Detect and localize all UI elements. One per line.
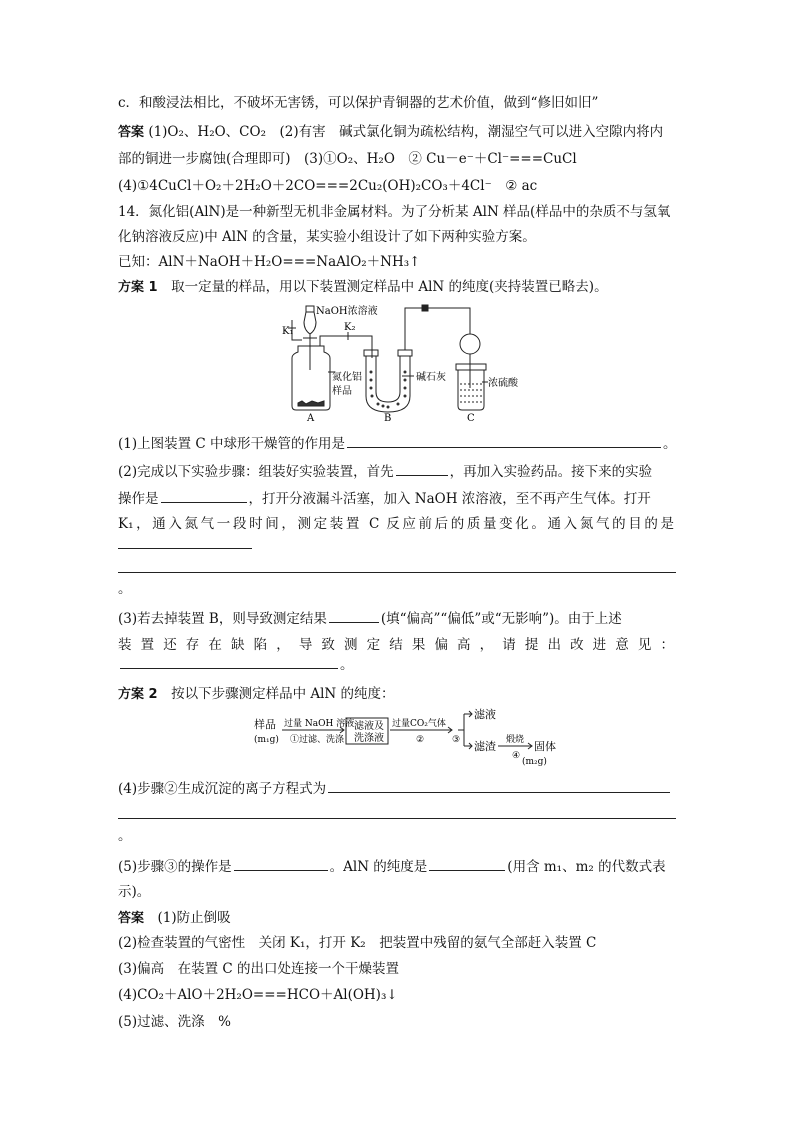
flow-step1-top: 过量 NaOH 溶液 [284,719,355,729]
flow-chart [250,708,556,770]
answer-14-5: (5)过滤、洗涤 % [118,1014,231,1030]
flow-solid: 固体 [534,740,556,753]
question-14-intro: 14．氮化铝(AlN)是一种新型无机非金属材料。为了分析某 AlN 样品(样品中的杂质不与氢氧 [118,204,671,220]
flow-step4: ④ [512,751,521,761]
label-a: A [307,413,315,424]
question-2-text-c: 操作是 [118,491,159,507]
answer-14-label: 答案 [118,911,145,926]
answer-blank-2b[interactable] [161,488,247,503]
question-5-text-c: (用含 m₁、m₂ 的代数式表 [507,859,666,875]
question-2-b [118,488,651,509]
plan-2-label: 方案 2 [118,687,158,702]
label-k2: K₂ [344,322,356,333]
answer-14-4: (4)CO₂＋AlO＋2H₂O===HCO＋Al(OH)₃↓ [118,987,398,1003]
separatory-funnel [304,312,316,370]
flow-m2: (m₂g) [522,757,547,767]
answer-blank-5a[interactable] [234,856,328,871]
plan-1-text: 取一定量的样品，用以下装置测定样品中 AlN 的纯度(夹持装置已略去)。 [157,279,608,295]
flow-burn: 煅烧 [506,735,525,745]
flow-sample: 样品 [254,718,276,731]
apparatus-diagram [272,300,532,422]
option-c: c．和酸浸法相比，不破坏无害锈，可以保护青铜器的艺术价值，做到“修旧如旧” [118,95,599,111]
label-naoh: NaOH浓溶液 [316,306,378,317]
answer-14 [118,908,231,929]
question-5-text-b: 。AlN 的纯度是 [329,859,428,875]
plan-1-label: 方案 1 [118,280,158,295]
label-sample-2: 样品 [332,386,352,397]
question-2-text-b: ，再加入实验药品。接下来的实验 [449,464,653,480]
question-1-text: (1)上图装置 C 中球形干燥管的作用是 [118,436,346,452]
answer-blank-3b[interactable] [120,654,338,669]
flow-residue: 滤渣 [474,740,496,753]
flow-m1: (m₁g) [254,735,279,745]
plan-2 [118,684,395,705]
answer-13 [118,122,663,143]
question-3-text-b: (填“偏高”“偏低”或“无影响”)。由于上述 [380,611,622,627]
label-soda-lime: 碱石灰 [416,372,446,383]
answer-14-1: (1)防止倒吸 [144,910,231,926]
answer-14-2: (2)检查装置的气密性 关闭 K₁，打开 K₂ 把装置中残留的氨气全部赶入装置 C [118,935,597,951]
label-b: B [384,413,392,424]
question-3-c [118,654,354,675]
answer-label: 答案 [118,125,145,140]
label-sample-1: 氮化铝 [332,372,362,383]
known-equation: 已知：AlN＋NaOH＋H₂O===NaAlO₂＋NH₃↑ [118,254,421,270]
plan-2-text: 按以下步骤测定样品中 AlN 的纯度： [157,686,395,702]
flow-box-line1: 滤液及 [354,721,384,732]
answer-text: (1)O₂、H₂O、CO₂ (2)有害 碱式氯化铜为疏松结构，潮湿空气可以进入空隙内将内 [148,124,664,140]
period-4: 。 [118,828,132,844]
flow-step2-top: 过量CO₂气体 [392,719,446,729]
question-1 [118,433,677,454]
plan-1 [118,277,608,298]
question-3-b: 装置还存在缺陷，导致测定结果偏高，请提出改进意见： [118,637,674,653]
question-4-text: (4)步骤②生成沉淀的离子方程式为 [118,781,327,797]
label-c: C [467,413,475,424]
drying-bulb [460,334,480,354]
answer-14-3: (3)偏高 在装置 C 的出口处连接一个干燥装置 [118,961,400,977]
period-2: 。 [118,581,132,597]
flow-step2-bot: ② [416,735,425,745]
answer-line-2c[interactable] [118,548,252,549]
flow-step3: ③ [452,735,461,745]
flow-box-line2: 洗涤液 [354,733,384,744]
question-1-end: 。 [663,436,677,452]
answer-blank-5b[interactable] [429,856,505,871]
flow-filtrate: 滤液 [474,708,496,721]
question-3-end: 。 [340,657,354,673]
question-4 [118,778,672,799]
answer-13-cont: 部的铜进一步腐蚀(合理即可) (3)①O₂、H₂O ② Cu－e⁻＋Cl⁻===CuCl [118,151,577,167]
answer-blank-1[interactable] [347,433,661,448]
question-14-intro-cont: 化钠溶液反应)中 AlN 的含量，某实验小组设计了如下两种实验方案。 [118,229,536,245]
answer-line-4b[interactable] [118,818,676,819]
answer-blank-3a[interactable] [329,608,379,623]
flow-step1-bot: ①过滤、洗涤 [290,735,345,745]
question-3-a [118,608,622,629]
question-2-a [118,461,652,482]
question-5-cont: 示)。 [118,884,151,900]
answer-13-part4: (4)①4CuCl＋O₂＋2H₂O＋2CO===2Cu₂(OH)₂CO₃＋4Cl⁻ ② ac [118,178,538,194]
question-5 [118,856,666,877]
label-k1: K₁ [282,326,294,337]
question-2-c: K₁，通入氮气一段时间，测定装置 C 反应前后的质量变化。通入氮气的目的是 [118,516,674,532]
question-2-text-d: ，打开分液漏斗活塞，加入 NaOH 浓溶液，至不再产生气体。打开 [248,491,651,507]
question-3-text-a: (3)若去掉装置 B，则导致测定结果 [118,611,327,627]
answer-blank-2a[interactable] [396,461,448,476]
u-tube-b [366,356,410,412]
question-5-text-a: (5)步骤③的操作是 [118,859,232,875]
question-2-text-a: (2)完成以下实验步骤：组装好实验装置，首先 [118,464,394,480]
label-sulfuric-acid: 浓硫酸 [488,378,518,389]
answer-blank-4a[interactable] [328,778,670,793]
answer-line-2d[interactable] [118,572,676,573]
